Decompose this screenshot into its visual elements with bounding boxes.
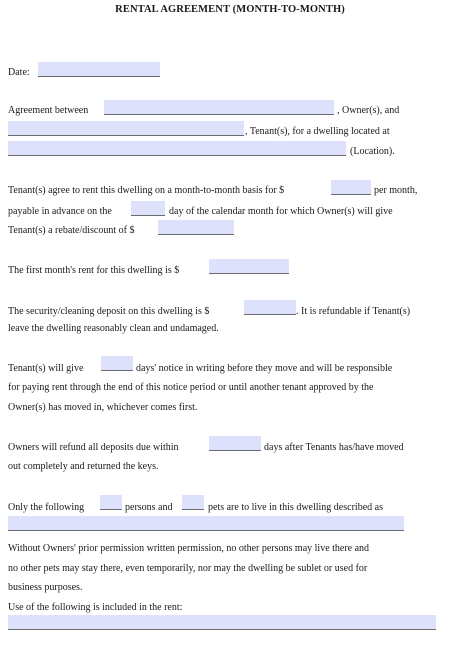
refund-line-1b: days after Tenants has/have moved	[264, 442, 404, 453]
rebate-field[interactable]	[158, 220, 234, 235]
refund-line-2: out completely and returned the keys.	[8, 461, 159, 472]
notice-days-field[interactable]	[101, 356, 133, 371]
deposit-line-1a: The security/cleaning deposit on this dwelling is $	[8, 306, 210, 317]
persons-label-b: persons and	[125, 502, 173, 513]
persons-label-c: pets are to live in this dwelling described as	[208, 502, 383, 513]
date-field[interactable]	[38, 62, 160, 77]
notice-line-1a: Tenant(s) will give	[8, 363, 84, 374]
dwelling-description-field[interactable]	[8, 516, 404, 531]
rent-line-2a: payable in advance on the	[8, 206, 112, 217]
first-rent-label: The first month's rent for this dwelling is $	[8, 265, 180, 276]
agreement-between-label: Agreement between	[8, 105, 89, 116]
permission-line-3: business purposes.	[8, 582, 83, 593]
tenant-name-field[interactable]	[8, 121, 244, 136]
deposit-line-1b: . It is refundable if Tenant(s)	[296, 306, 411, 317]
rent-line-3a: Tenant(s) a rebate/discount of $	[8, 225, 135, 236]
first-rent-field[interactable]	[209, 259, 289, 274]
owner-name-field[interactable]	[104, 100, 334, 115]
included-label: Use of the following is included in the rent:	[8, 602, 183, 613]
persons-label-a: Only the following	[8, 502, 85, 513]
persons-count-field[interactable]	[100, 495, 122, 510]
monthly-rent-field[interactable]	[331, 180, 371, 195]
due-day-field[interactable]	[131, 201, 165, 216]
owners-and-label: , Owner(s), and	[337, 105, 400, 116]
notice-line-3: Owner(s) has moved in, whichever comes first.	[8, 402, 198, 413]
notice-line-2: for paying rent through the end of this notice period or until another tenant approved by the	[8, 382, 374, 393]
rent-line-1b: per month,	[374, 185, 418, 196]
rent-line-1a: Tenant(s) agree to rent this dwelling on a month-to-month basis for $	[8, 185, 285, 196]
document-title: RENTAL AGREEMENT (MONTH-TO-MONTH)	[115, 4, 345, 15]
refund-days-field[interactable]	[209, 436, 261, 451]
permission-line-1: Without Owners' prior permission written permission, no other persons may live there and	[8, 543, 370, 554]
included-items-field[interactable]	[8, 615, 436, 630]
location-field[interactable]	[8, 141, 346, 156]
deposit-field[interactable]	[244, 300, 296, 315]
permission-line-2: no other pets may stay there, even temporarily, nor may the dwelling be sublet or used for	[8, 563, 368, 574]
pets-count-field[interactable]	[182, 495, 204, 510]
location-label: (Location).	[350, 146, 395, 157]
refund-line-1a: Owners will refund all deposits due within	[8, 442, 179, 453]
rent-line-2b: day of the calendar month for which Owner(s) will give	[169, 206, 393, 217]
date-label: Date:	[8, 67, 30, 78]
deposit-line-2: leave the dwelling reasonably clean and undamaged.	[8, 323, 219, 334]
notice-line-1b: days' notice in writing before they move and will be responsible	[136, 363, 393, 374]
tenants-dwelling-label: , Tenant(s), for a dwelling located at	[245, 126, 390, 137]
